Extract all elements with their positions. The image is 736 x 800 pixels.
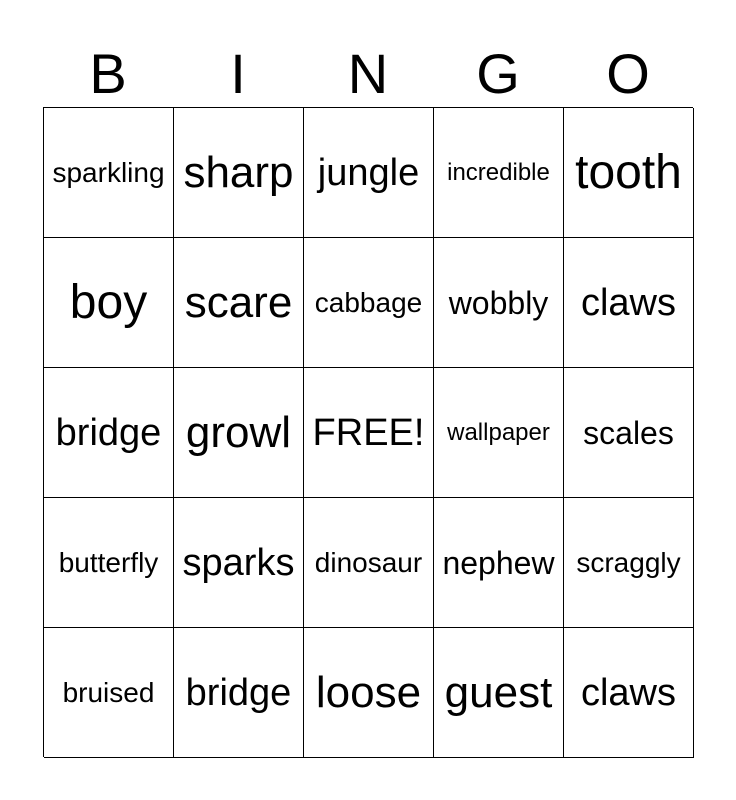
bingo-cell[interactable]: incredible (434, 108, 564, 238)
bingo-cell[interactable]: sparks (174, 498, 304, 628)
bingo-cell[interactable]: tooth (564, 108, 694, 238)
bingo-cell[interactable]: guest (434, 628, 564, 758)
bingo-cell[interactable]: nephew (434, 498, 564, 628)
bingo-cell[interactable]: boy (44, 238, 174, 368)
bingo-cell[interactable]: bridge (44, 368, 174, 498)
bingo-cell[interactable]: growl (174, 368, 304, 498)
header-letter-o: O (606, 42, 650, 105)
bingo-cell[interactable]: wobbly (434, 238, 564, 368)
bingo-cell[interactable]: bridge (174, 628, 304, 758)
bingo-cell[interactable]: scare (174, 238, 304, 368)
bingo-cell[interactable]: sparkling (44, 108, 174, 238)
header-letter-n: N (347, 42, 389, 105)
bingo-cell[interactable]: butterfly (44, 498, 174, 628)
bingo-board (43, 107, 693, 757)
header-letter-g: G (476, 42, 520, 105)
bingo-cell[interactable]: claws (564, 628, 694, 758)
header-letter-i: I (230, 42, 246, 105)
bingo-header (43, 40, 693, 108)
header-letter-b: B (89, 42, 127, 105)
bingo-cell[interactable]: scraggly (564, 498, 694, 628)
free-space-cell[interactable]: FREE! (304, 368, 434, 498)
bingo-cell[interactable]: loose (304, 628, 434, 758)
bingo-cell[interactable]: claws (564, 238, 694, 368)
bingo-cell[interactable]: jungle (304, 108, 434, 238)
bingo-cell[interactable]: scales (564, 368, 694, 498)
bingo-cell[interactable]: wallpaper (434, 368, 564, 498)
bingo-cell[interactable]: bruised (44, 628, 174, 758)
bingo-cell[interactable]: dinosaur (304, 498, 434, 628)
bingo-cell[interactable]: cabbage (304, 238, 434, 368)
bingo-cell[interactable]: sharp (174, 108, 304, 238)
